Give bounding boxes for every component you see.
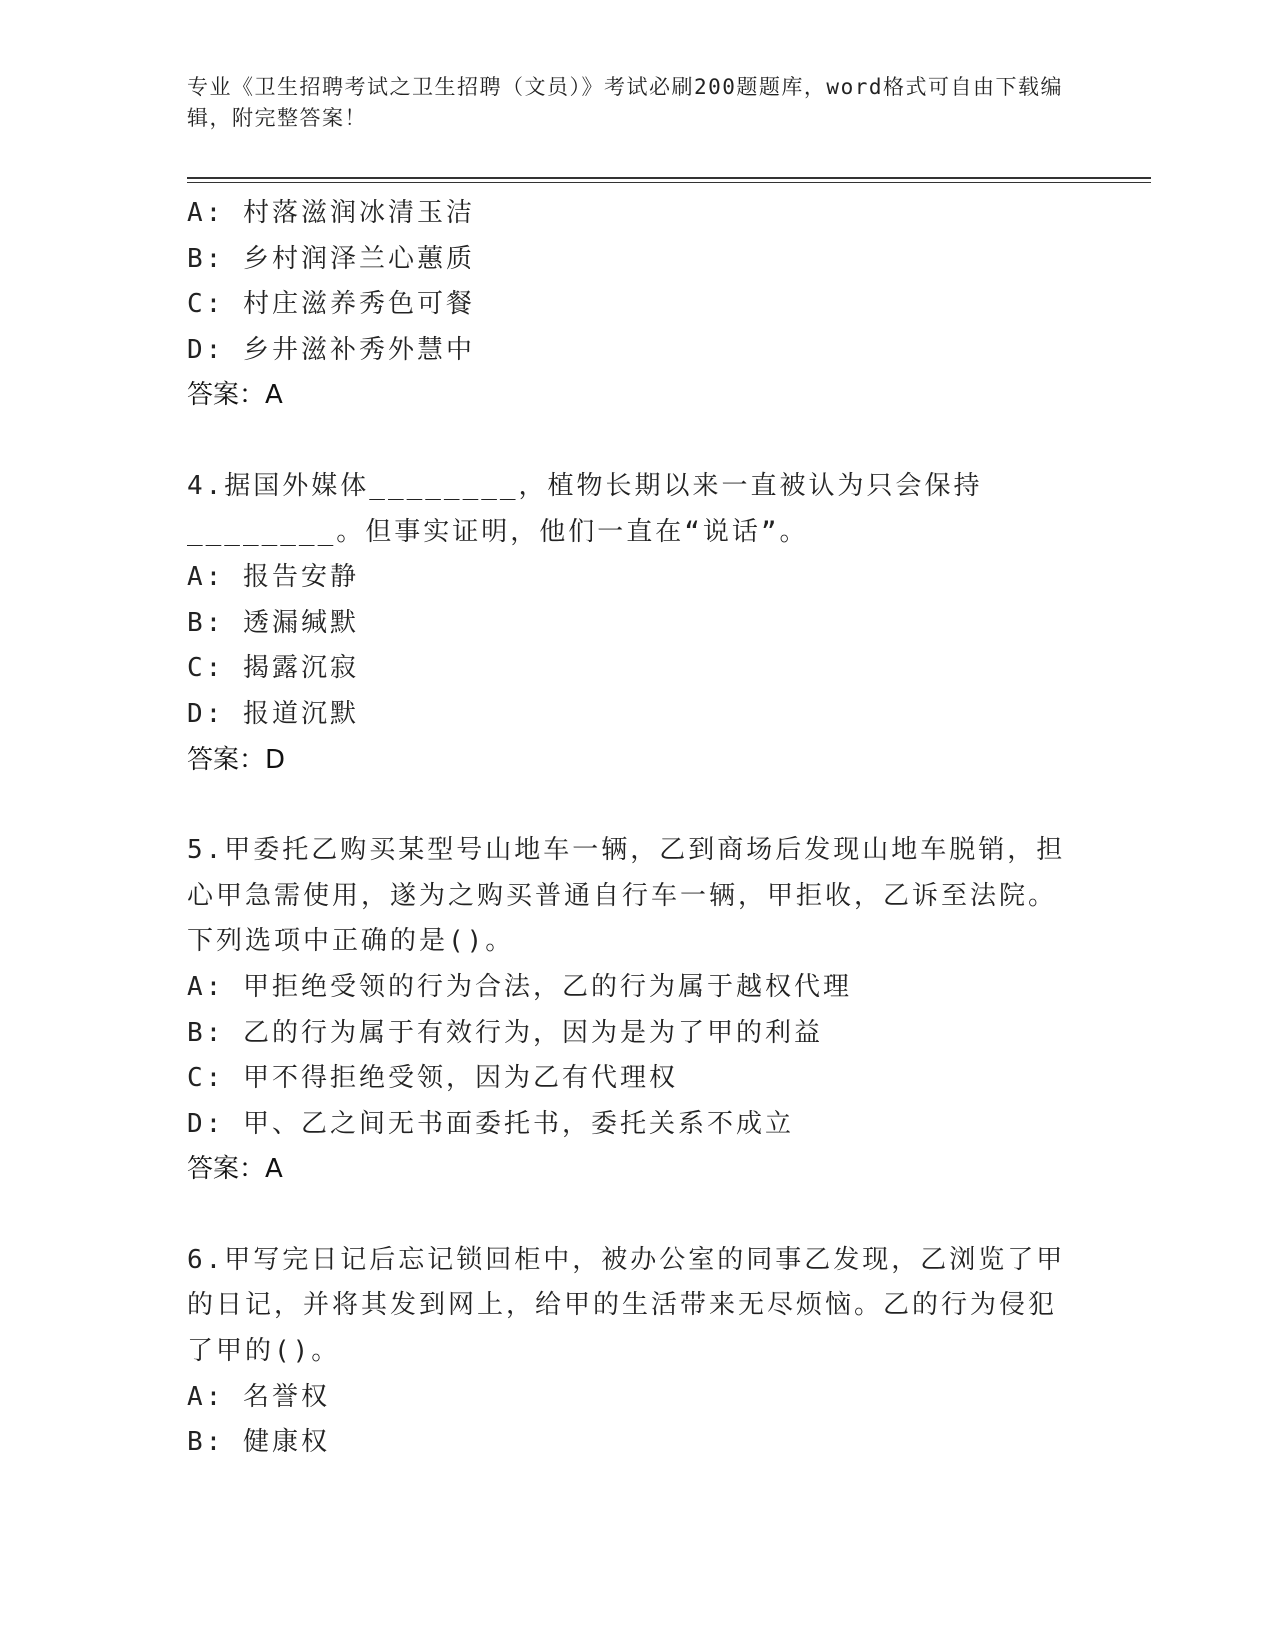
option-a: A: 甲拒绝受领的行为合法，乙的行为属于越权代理 <box>187 971 852 1002</box>
question-text: 6.甲写完日记后忘记锁回柜中，被办公室的同事乙发现，乙浏览了甲的日记，并将其发到网上，给甲的生活带来无尽烦恼。乙的行为侵犯了甲的()。 <box>187 1244 1066 1367</box>
option-a: A: 报告安静 <box>187 562 359 593</box>
option-d: D: 报道沉默 <box>187 698 359 729</box>
option-c: C: 揭露沉寂 <box>187 653 359 684</box>
document-header: 专业《卫生招聘考试之卫生招聘（文员）》考试必刷200题题库，word格式可自由下载编辑，附完整答案！ <box>187 75 1063 130</box>
question-text: 5.甲委托乙购买某型号山地车一辆，乙到商场后发现山地车脱销，担心甲急需使用，遂为之购买普通自行车一辆，甲拒收，乙诉至法院。下列选项中正确的是()。 <box>187 835 1066 957</box>
option-d: D: 乡井滋补秀外慧中 <box>187 334 475 365</box>
option-d: D: 甲、乙之间无书面委托书，委托关系不成立 <box>187 1108 794 1139</box>
question-block <box>187 1238 1067 1466</box>
option-c: C: 村庄滋养秀色可餐 <box>187 289 475 320</box>
answer-line: 答案：A <box>187 1154 283 1185</box>
option-b: B: 透漏缄默 <box>187 607 359 638</box>
question-block <box>187 464 1067 783</box>
header-divider-thin <box>187 182 1151 183</box>
option-a: A: 名誉权 <box>187 1381 330 1412</box>
question-list <box>187 191 1067 1466</box>
question-block <box>187 191 1067 419</box>
header-divider-thick <box>187 177 1151 179</box>
answer-line: 答案：A <box>187 380 283 411</box>
option-b: B: 乙的行为属于有效行为，因为是为了甲的利益 <box>187 1017 823 1048</box>
question-text: 4.据国外媒体________，植物长期以来一直被认为只会保持________。但事实证明，他们一直在“说话”。 <box>187 470 983 547</box>
option-b: B: 健康权 <box>187 1427 330 1458</box>
answer-line: 答案：D <box>187 744 286 775</box>
option-c: C: 甲不得拒绝受领，因为乙有代理权 <box>187 1063 678 1094</box>
question-block <box>187 828 1067 1193</box>
option-b: B: 乡村润泽兰心蕙质 <box>187 243 475 274</box>
option-a: A: 村落滋润冰清玉洁 <box>187 198 475 228</box>
